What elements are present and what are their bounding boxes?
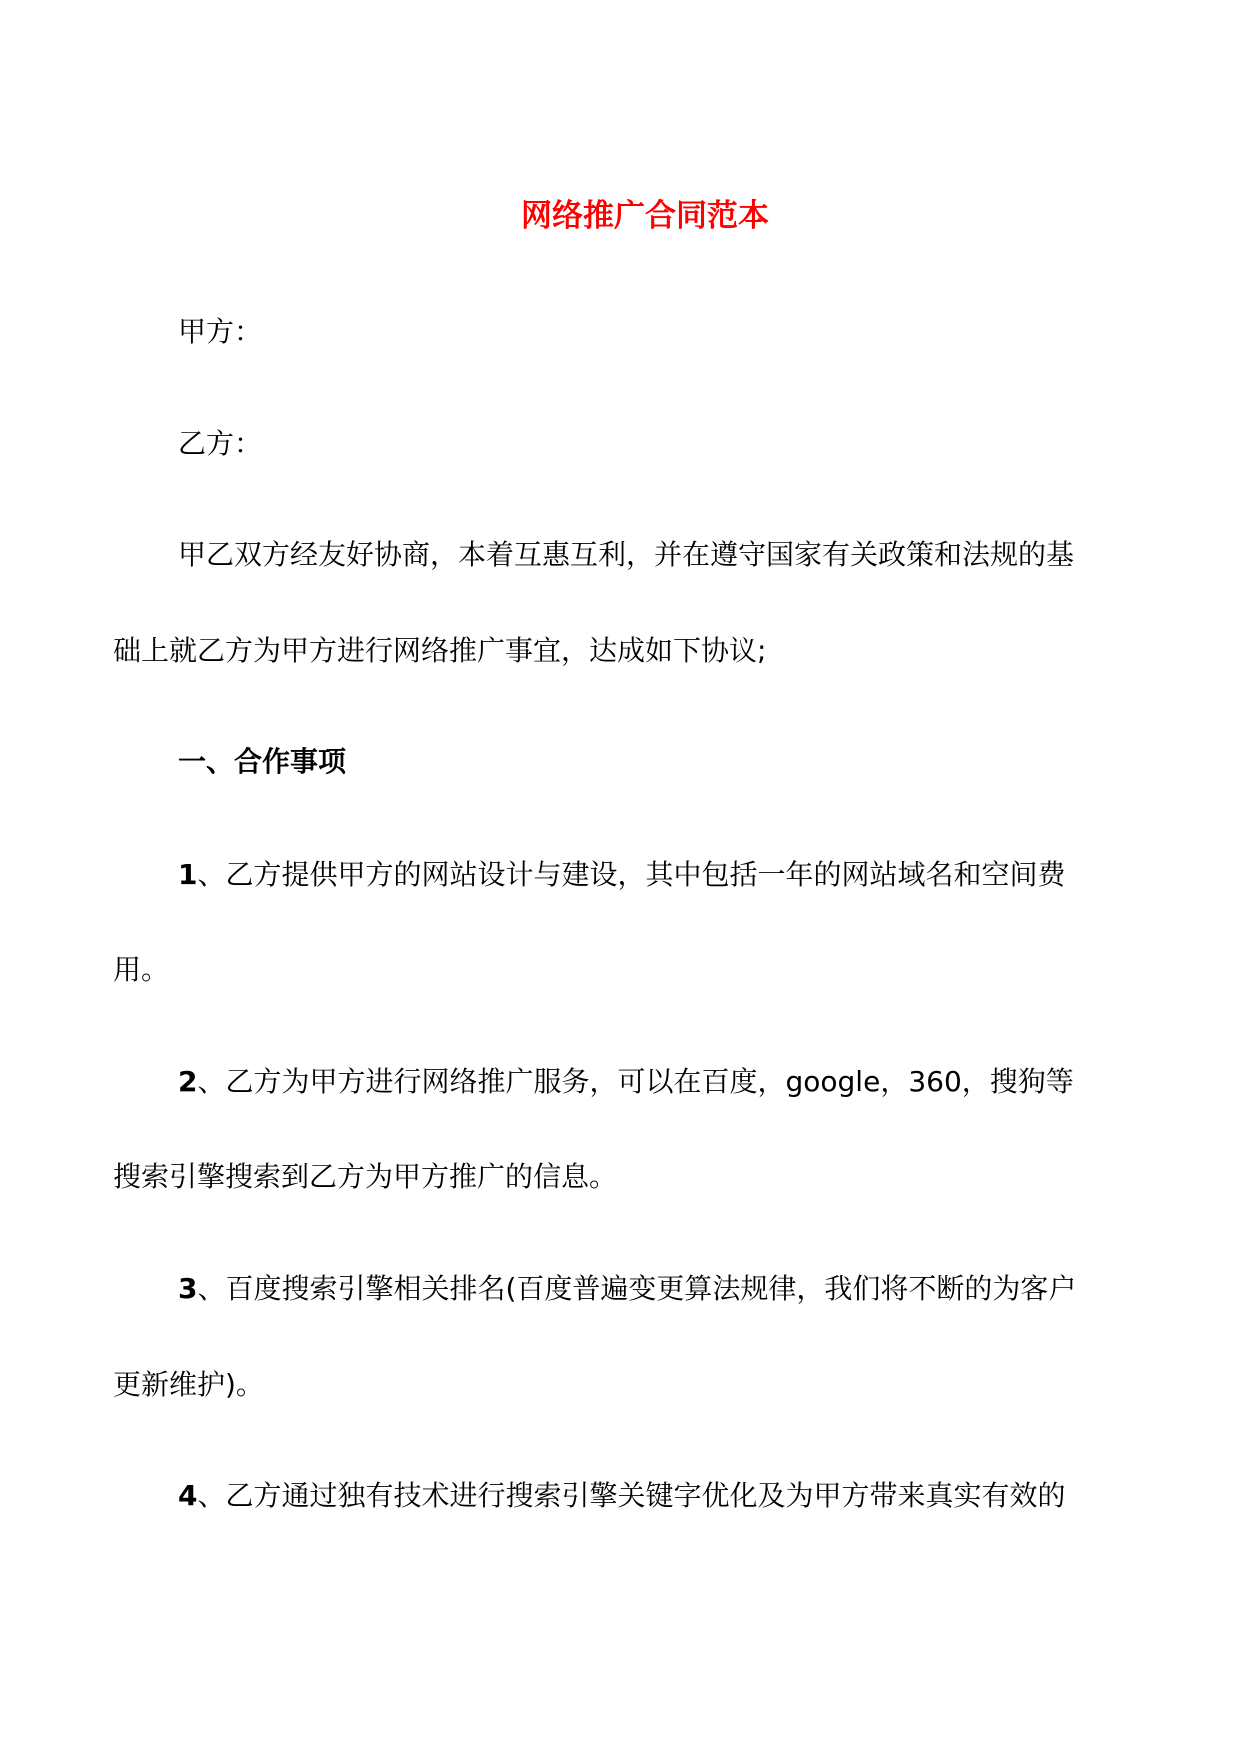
party-a-label: 甲方：	[178, 315, 263, 348]
clause-3-text: 百度搜索引擎相关排名(百度普遍变更算法规律，我们将不断的为客户	[225, 1272, 1077, 1305]
clause-2-number: 2	[178, 1065, 198, 1098]
preamble-line-2: 础上就乙方为甲方进行网络推广事宜，达成如下协议;	[113, 634, 767, 667]
clause-1-line-2: 用。	[113, 953, 170, 986]
clause-3-line-2: 更新维护)。	[113, 1368, 264, 1401]
clause-2-text: 乙方为甲方进行网络推广服务，可以在百度，google，360，搜狗等	[225, 1065, 1074, 1098]
clause-4-number: 4	[178, 1479, 198, 1512]
clause-4-separator: 、	[197, 1479, 226, 1512]
document-title: 网络推广合同范本	[521, 198, 769, 234]
clause-2-separator: 、	[197, 1065, 226, 1098]
clause-3-line-1	[178, 1269, 1076, 1309]
clause-4-text: 乙方通过独有技术进行搜索引擎关键字优化及为甲方带来真实有效的	[225, 1479, 1066, 1512]
clause-1-number: 1	[178, 858, 198, 891]
section-heading-cooperation: 一、合作事项	[178, 745, 347, 778]
preamble-line-1: 甲乙双方经友好协商，本着互惠互利，并在遵守国家有关政策和法规的基	[178, 538, 1075, 571]
clause-3-separator: 、	[197, 1272, 226, 1305]
clause-3-number: 3	[178, 1272, 198, 1305]
party-b-label: 乙方：	[178, 427, 263, 460]
clause-2-line-2: 搜索引擎搜索到乙方为甲方推广的信息。	[113, 1160, 618, 1193]
clause-1-text: 乙方提供甲方的网站设计与建设，其中包括一年的网站域名和空间费	[225, 858, 1066, 891]
clause-4-line-1	[178, 1476, 1066, 1516]
clause-1-line-1	[178, 855, 1066, 895]
clause-2-line-1	[178, 1062, 1074, 1102]
clause-1-separator: 、	[197, 858, 226, 891]
